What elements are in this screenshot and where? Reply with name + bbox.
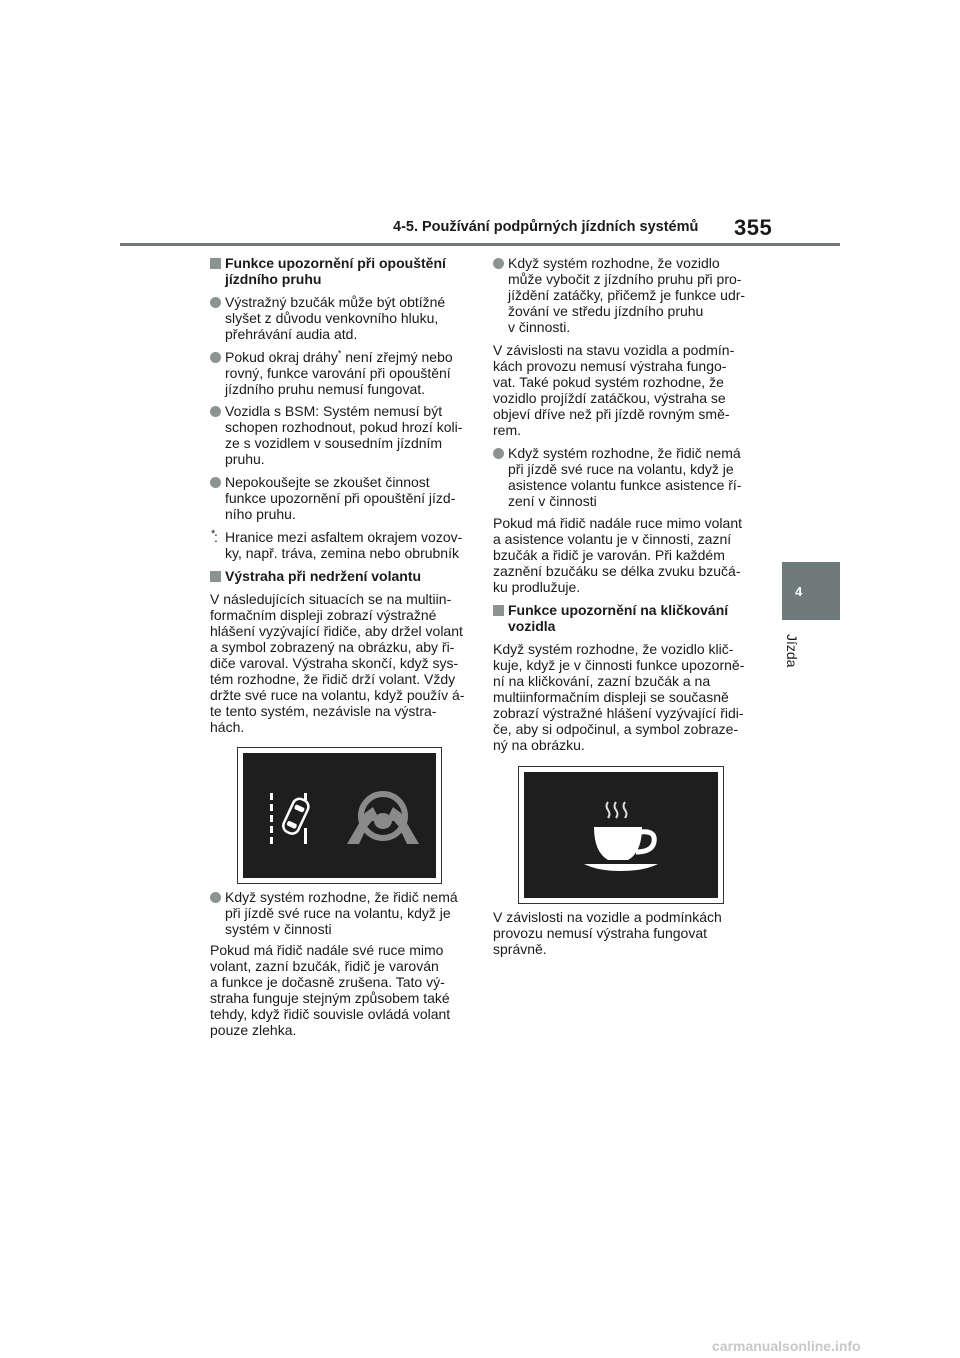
- paragraph: Když systém rozhodne, že vozidlo klič- kuje, když je v činnosti funkce upozorně- ní na kličkování, zazní bzučák a na multiinformačním displeji se současně zobrazí výstražné hlášení vyzývající řidi- če, aby si odpočinul, a symbol zobraze- ný na obrázku.: [493, 641, 745, 753]
- chapter-number: 4: [795, 584, 803, 599]
- steering-wheel-hands-icon: [347, 794, 419, 844]
- bullet-icon: [210, 406, 221, 417]
- list-item-text: Výstražný bzučák může být obtížné slyšet z důvodu venkovního hluku, přehrávání audia atd.: [225, 294, 446, 342]
- bullet-icon: [210, 352, 221, 363]
- list-item: [210, 403, 490, 467]
- bullet-icon: [210, 892, 221, 903]
- square-bullet-icon: [493, 605, 504, 616]
- bullet-icon: [493, 258, 504, 269]
- bullet-icon: [493, 448, 504, 459]
- heading-text: Funkce upozornění při opouštění jízdního pruhu: [225, 255, 446, 287]
- paragraph: V závislosti na vozidle a podmínkách provozu nemusí výstraha fungovat správně.: [493, 909, 722, 957]
- paragraph: Pokud má řidič nadále ruce mimo volant a asistence volantu je v činnosti, zazní bzučák a řidič je varován. Při každém zaznění bzučáku se délka zvuku bzučá- ku prodlužuje.: [493, 515, 743, 595]
- heading-lane-departure: [210, 255, 490, 287]
- heading-text: Výstraha při nedržení volantu: [225, 568, 422, 584]
- heading-sway-warning: [493, 602, 773, 634]
- watermark: carmanualsonline.info: [712, 1338, 861, 1354]
- chapter-label: Jízda: [784, 634, 800, 668]
- list-item: [210, 294, 490, 342]
- list-item: [210, 474, 490, 522]
- heading-text: Funkce upozornění na kličkování vozidla: [508, 602, 729, 634]
- chapter-tab[interactable]: [782, 562, 840, 620]
- list-item-text: Vozidla s BSM: Systém nemusí být schopen rozhodnout, pokud hrozí koli- ze s vozidlem v sousedním jízdním pruhu.: [225, 403, 463, 467]
- list-item-text: není zřejmý nebo rovný, funkce varování při opouštění jízdního pruhu nemusí fungovat.: [225, 349, 453, 397]
- lane-departure-icon: [270, 793, 311, 844]
- footnote-ref: *: [337, 348, 342, 359]
- page-number: 355: [734, 215, 773, 240]
- header-rule: [120, 243, 840, 246]
- paragraph: V závislosti na stavu vozidla a podmín- kách provozu nemusí výstraha fungo- vat. Také pokud systém rozhodne, že vozidlo projíždí zatáčkou, výstraha se objeví dříve než při jízdě rovným smě- rem.: [493, 342, 735, 438]
- footnote-mark: *: [211, 528, 216, 540]
- list-item-text: Když systém rozhodne, že řidič nemá při jízdě své ruce na volantu, když je asistence volantu funkce asistence ří- zení v činnosti: [508, 445, 742, 509]
- list-item-text: Když systém rozhodne, že řidič nemá při jízdě své ruce na volantu, když je systém v činnosti: [225, 889, 458, 937]
- list-item: [493, 255, 773, 335]
- coffee-cup-figure: [518, 766, 724, 904]
- square-bullet-icon: [210, 571, 221, 582]
- square-bullet-icon: [210, 258, 221, 269]
- coffee-cup-icon: [524, 772, 718, 897]
- list-item-text: Pokud okraj dráhy: [225, 349, 338, 365]
- list-item-text: Když systém rozhodne, že vozidlo může vybočit z jízdního pruhu při pro- jíždění zatáčky, přičemž je funkce udr- žování ve středu jízdního pruhu v činnosti.: [508, 255, 746, 335]
- footnote: * : Hranice mezi asfaltem okrajem vozov- ky, např. tráva, zemina nebo obrubník: [211, 528, 463, 561]
- bullet-icon: [210, 297, 221, 308]
- list-item: [210, 349, 490, 397]
- footnote-text: Hranice mezi asfaltem okrajem vozov- ky, např. tráva, zemina nebo obrubník: [225, 529, 463, 561]
- section-title: 4-5. Používání podpůrných jízdních systémů: [393, 219, 699, 235]
- list-item-text: Nepokoušejte se zkoušet činnost funkce upozornění při opouštění jízd- ního pruhu.: [225, 474, 456, 522]
- list-item: [210, 889, 490, 937]
- bullet-icon: [210, 477, 221, 488]
- paragraph: V následujících situacích se na multiin- formačním displeji zobrazí výstražné hlášení vyzývající řidiče, aby držel volant a symbol zobrazený na obrázku, aby ři- diče varoval. Výstraha skončí, když sys- tém rozhodne, že řidič drží volant. Vždy držte své ruce na volantu, když použív á- te tento systém, nezávisle na výstra- hách.: [210, 591, 465, 735]
- hands-off-warning-figure: [237, 747, 442, 884]
- paragraph: Pokud má řidič nadále své ruce mimo volant, zazní bzučák, řidič je varován a funkce je dočasně zrušena. Tato vý- straha funguje stejným způsobem také tehdy, když řidič souvisle ovládá volant pouze zlehka.: [210, 942, 451, 1038]
- list-item: [493, 445, 773, 509]
- heading-hands-off-warning: [210, 568, 490, 584]
